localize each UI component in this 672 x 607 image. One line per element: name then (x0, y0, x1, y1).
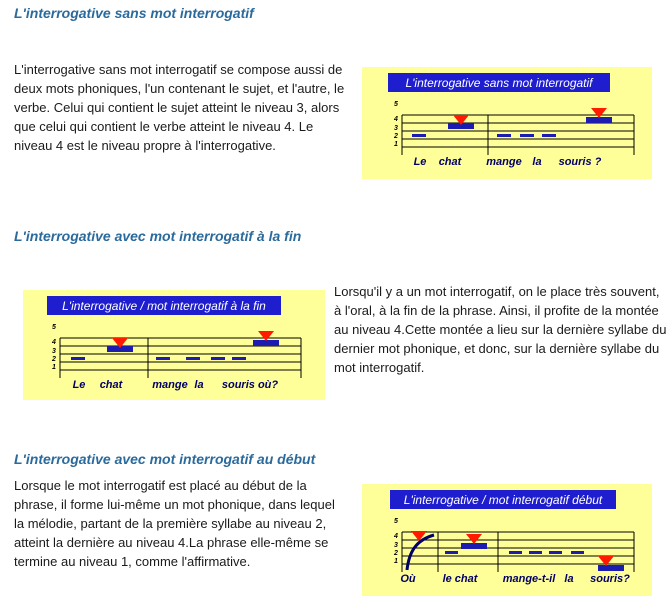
diagram-title: L'interrogative sans mot interrogatif (405, 76, 593, 90)
word-2: le chat (442, 573, 478, 585)
level-label-5: 5 (394, 518, 398, 525)
word-3: mange-t-il (502, 573, 556, 585)
level-label-4: 4 (394, 533, 398, 540)
level-label-5: 5 (52, 324, 56, 331)
level-label-3: 3 (394, 125, 398, 132)
section-paragraph-1: L'interrogative sans mot interrogatif se compose aussi de deux mots phoniques, l'un contenant le sujet, et l'autre, le verbe. Celui qui contient le sujet atteint le niveau 3, alors que celui qui contient le verbe atteint le niveau 4. Le niveau 4 est le niveau propre à l'interrogative. (14, 62, 345, 153)
section-heading-3: L'interrogative avec mot interrogatif au début (14, 451, 316, 467)
word-3: mange (152, 379, 188, 391)
word-2: chat (99, 379, 123, 391)
word-1: Le (72, 379, 86, 391)
level-label-1: 1 (394, 558, 398, 565)
word-2: chat (438, 156, 462, 168)
intonation-diagram-2 (23, 290, 325, 400)
word-1: Où (400, 573, 416, 585)
section-heading-2: L'interrogative avec mot interrogatif à la fin (14, 228, 302, 244)
word-5: souris où? (221, 379, 279, 391)
pitch-notes (445, 543, 624, 571)
level-label-2: 2 (394, 133, 398, 140)
level-label-3: 3 (394, 542, 398, 549)
section-paragraph-2: Lorsqu'il y a un mot interrogatif, on le place très souvent, à l'oral, à la fin de la phrase. Ainsi, il profite de la montée au niveau 4.Cette montée a lieu sur la dernière syllabe du dernier mot phonique, et donc, sur la dernière syllabe du mot interrogatif. (334, 284, 667, 375)
word-4: la (564, 573, 574, 585)
intonation-diagram-3 (362, 484, 652, 596)
level-label-2: 2 (52, 356, 56, 363)
level-label-2: 2 (394, 550, 398, 557)
word-3: mange (486, 156, 522, 168)
word-4: la (194, 379, 204, 391)
section-heading-1: L'interrogative sans mot interrogatif (14, 5, 254, 21)
word-5: souris? (590, 573, 630, 585)
level-label-1: 1 (394, 141, 398, 148)
pitch-notes (412, 117, 612, 137)
level-label-5: 5 (394, 101, 398, 108)
section-paragraph-3: Lorsque le mot interrogatif est placé au début de la phrase, il forme lui-même un mot phonique, dans lequel la mélodie, partant de la première syllabe au niveau 2, atteint la dernière au niveau 4.La phrase elle-même se termine au niveau 1, comme l'affirmative. (14, 478, 335, 569)
level-label-3: 3 (52, 348, 56, 355)
pitch-notes (71, 340, 279, 360)
level-label-1: 1 (52, 364, 56, 371)
level-label-4: 4 (52, 339, 56, 346)
diagram-title: L'interrogative / mot interrogatif début (403, 493, 603, 507)
stress-arrows (453, 108, 607, 125)
level-label-4: 4 (394, 116, 398, 123)
word-1: Le (413, 156, 427, 168)
intonation-diagram-1 (362, 67, 652, 179)
stress-arrows (112, 331, 274, 348)
word-4: la (532, 156, 542, 168)
diagram-title: L'interrogative / mot interrogatif à la fin (62, 299, 266, 313)
word-5: souris ? (558, 156, 602, 168)
